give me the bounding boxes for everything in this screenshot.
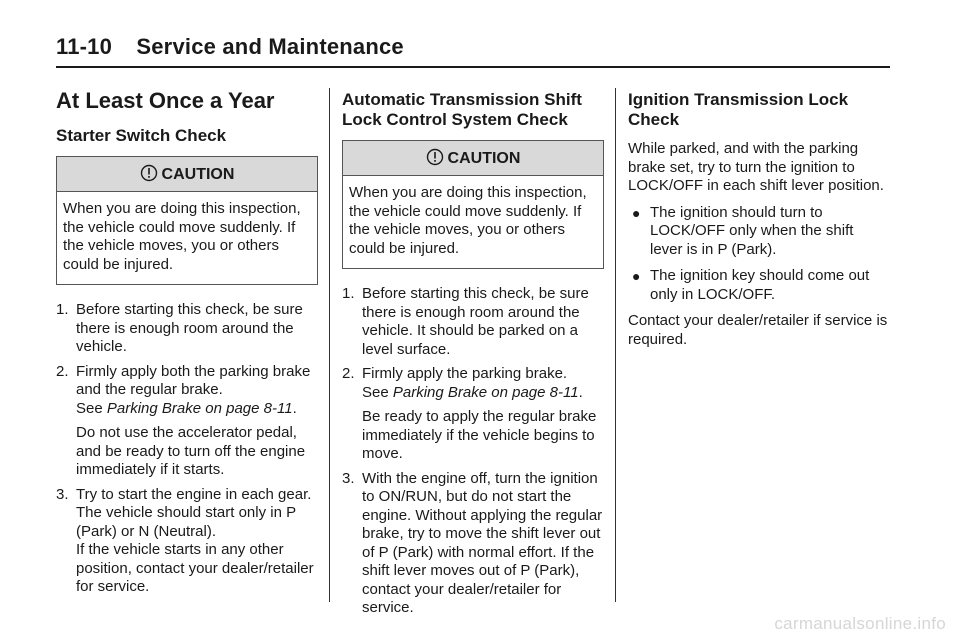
caution-text: When you are doing this inspection, the vehicle could move suddenly. If the vehicle moves, you or others could be injured.	[63, 200, 301, 273]
list-item: ● The ignition should turn to LOCK/OFF only when the shift lever is in P (Park).	[632, 203, 854, 258]
list-item: 2. Firmly apply the parking brake. See Parking Brake on page 8-11. Be ready to apply the regular brake immediately if the vehicle begins to move.	[342, 365, 604, 464]
closing-paragraph: Contact your dealer/retailer if service is required.	[628, 312, 888, 348]
list-item: 3. With the engine off, turn the ignition to ON/RUN, but do not start the engine. Without applying the regular brake, try to move the shift lever out of P (Park) with normal effort. If the shift lever moves out of P (Park), contact your dealer/retailer for service.	[342, 469, 603, 616]
column-divider	[615, 88, 616, 602]
list-item: 1. Before starting this check, be sure there is enough room around the vehicle.	[56, 301, 303, 355]
intro-paragraph: While parked, and with the parking brake set, try to turn the ignition to LOCK/OFF in each shift lever position.	[628, 140, 884, 194]
step-note: Do not use the accelerator pedal, and be ready to turn off the engine immediately if it starts.	[76, 424, 306, 478]
page-header	[56, 34, 890, 68]
caution-header	[57, 157, 317, 192]
step-list	[56, 301, 318, 597]
page-reference-link[interactable]: Parking Brake on page 8-11	[106, 399, 293, 417]
caution-box	[342, 140, 604, 269]
list-item: 1. Before starting this check, be sure there is enough room around the vehicle. It should be parked on a level surface.	[342, 285, 589, 358]
watermark: carmanualsonline.info	[774, 614, 946, 633]
bullet-icon: ●	[632, 204, 641, 221]
list-item: 3. Try to start the engine in each gear. The vehicle should start only in P (Park) or N (Neutral). If the vehicle starts in any other position, contact your dealer/retailer for service.	[56, 485, 314, 595]
column-3	[628, 88, 890, 357]
bullet-list	[628, 204, 890, 305]
section-heading: Ignition Transmission Lock Check	[628, 90, 849, 129]
step-list	[342, 285, 604, 618]
page-number: 11-10	[56, 34, 113, 59]
page-reference-link[interactable]: Parking Brake on page 8-11	[392, 383, 579, 401]
column-divider	[329, 88, 330, 602]
caution-header	[343, 141, 603, 176]
caution-label: CAUTION	[447, 150, 521, 167]
caution-text: When you are doing this inspection, the vehicle could move suddenly. If the vehicle moves, you or others could be injured.	[349, 184, 587, 257]
list-item: 2. Firmly apply both the parking brake and the regular brake. See Parking Brake on page 8-11. Do not use the accelerator pedal, and be ready to turn off the engine immediately if it starts.	[56, 363, 318, 480]
section-heading: At Least Once a Year	[56, 88, 275, 113]
subsection-heading: Starter Switch Check	[56, 126, 227, 145]
warning-icon	[426, 148, 444, 166]
caution-label: CAUTION	[161, 166, 235, 183]
warning-icon	[140, 164, 158, 182]
section-heading: Automatic Transmission Shift Lock Control System Check	[342, 90, 582, 129]
column-1	[56, 88, 318, 603]
step-note: Be ready to apply the regular brake immediately if the vehicle begins to move.	[362, 408, 597, 462]
caution-box	[56, 156, 318, 285]
list-item: ● The ignition key should come out only in LOCK/OFF.	[632, 267, 870, 303]
column-2	[342, 88, 604, 624]
bullet-icon: ●	[632, 268, 641, 284]
section-title: Service and Maintenance	[136, 34, 404, 59]
